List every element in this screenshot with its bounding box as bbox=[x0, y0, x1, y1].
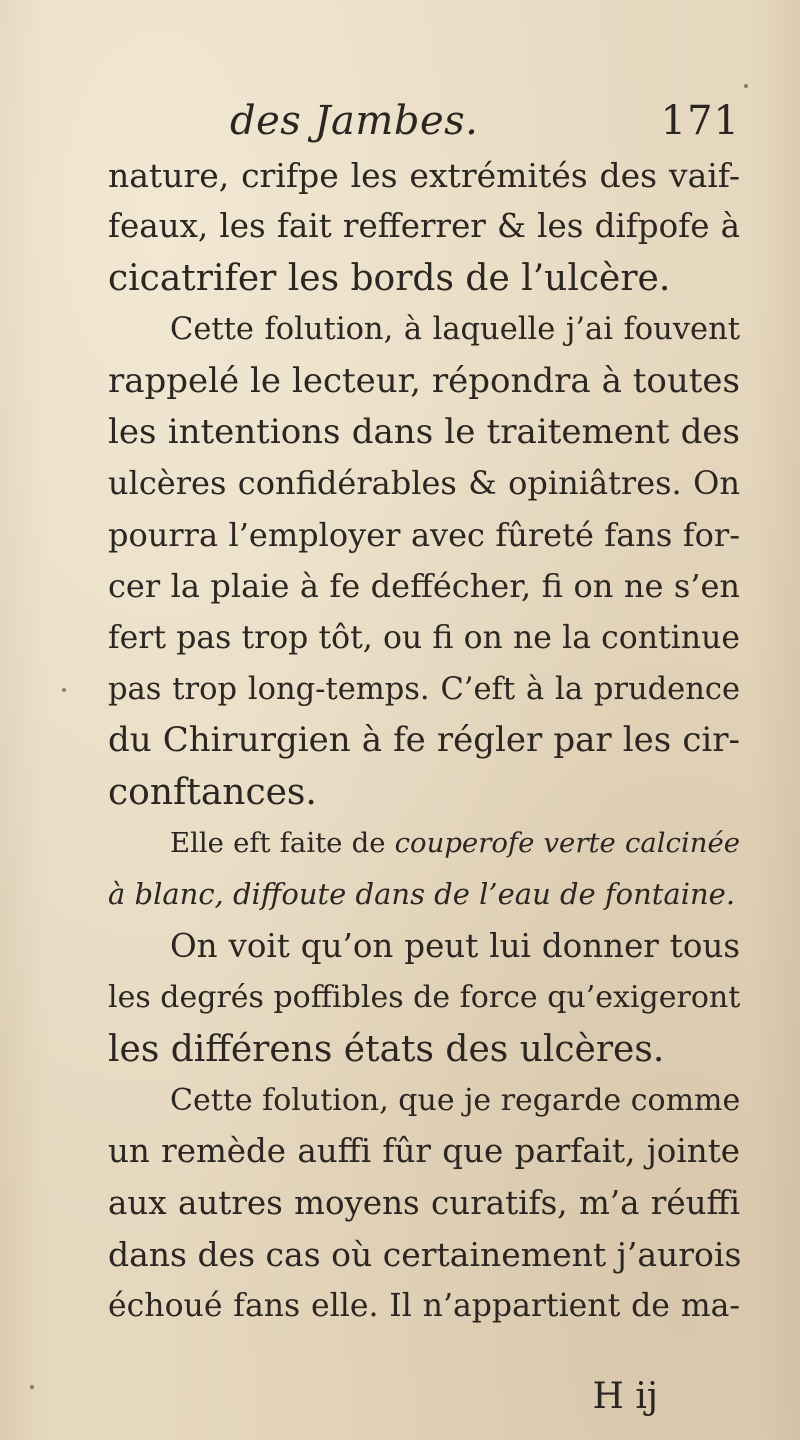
text-line: fert pas trop tôt, ou fi on ne la continue bbox=[108, 619, 740, 656]
paper-speck bbox=[30, 1385, 34, 1389]
text-line: conftances. bbox=[108, 771, 317, 813]
catchword-signature: H ij bbox=[592, 1376, 658, 1417]
text-line: échoué fans elle. Il n’appartient de ma- bbox=[108, 1287, 740, 1324]
page-header bbox=[100, 98, 740, 148]
text-line: les intentions dans le traitement des bbox=[108, 411, 740, 452]
text-line: cer la plaie à fe deffécher, fi on ne s’en bbox=[108, 567, 740, 606]
text-line: On voit qu’on peut lui donner tous bbox=[170, 926, 740, 965]
text-line: feaux, les fait refferrer & les difpofe à bbox=[108, 207, 740, 246]
paper-speck bbox=[62, 688, 66, 692]
roman-segment: Elle eft faite de bbox=[170, 827, 395, 860]
text-line: rappelé le lecteur, répondra à toutes bbox=[108, 360, 740, 401]
text-line: ulcères confidérables & opiniâtres. On bbox=[108, 464, 740, 503]
text-line: pas trop long-temps. C’eft à la prudence bbox=[108, 671, 740, 707]
page-number: 171 bbox=[660, 98, 740, 144]
text-line: nature, crifpe les extrémités des vaif- bbox=[108, 156, 740, 195]
text-line-mixed bbox=[108, 818, 740, 869]
text-line: les différens états des ulcères. bbox=[108, 1028, 665, 1070]
text-line: aux autres moyens curatifs, m’a réuffi bbox=[108, 1183, 740, 1222]
running-title: des Jambes. bbox=[230, 98, 479, 144]
paper-speck bbox=[744, 84, 748, 88]
text-line: pourra l’employer avec fûreté fans for- bbox=[108, 515, 740, 554]
text-line-italic: à blanc, diffoute dans de l’eau de fontaine. bbox=[108, 877, 736, 912]
body-text bbox=[108, 150, 740, 1332]
text-line: Cette folution, que je regarde comme bbox=[170, 1083, 741, 1119]
text-line: un remède auffi fûr que parfait, jointe bbox=[108, 1132, 740, 1171]
italic-segment: couperofe verte calcinée bbox=[394, 827, 741, 860]
text-line: cicatrifer les bords de l’ulcère. bbox=[108, 257, 671, 299]
text-line: dans des cas où certainement j’aurois bbox=[108, 1235, 742, 1275]
text-line: les degrés poffibles de force qu’exigeront bbox=[108, 980, 741, 1016]
text-line: Cette folution, à laquelle j’ai fouvent bbox=[170, 312, 740, 348]
text-line: du Chirurgien à fe régler par les cir- bbox=[108, 720, 740, 761]
